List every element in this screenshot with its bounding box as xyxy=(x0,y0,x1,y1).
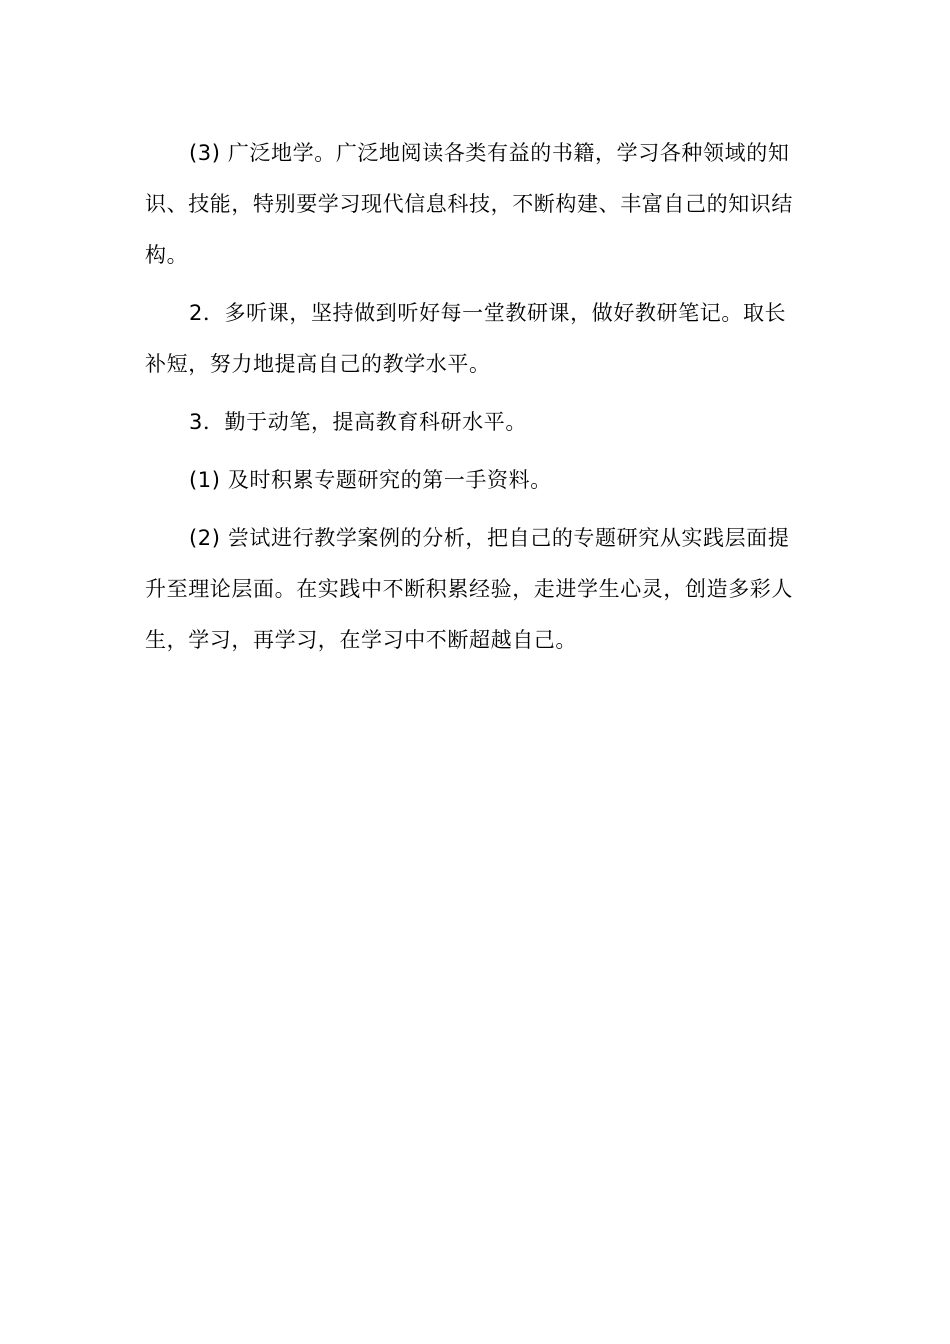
paragraph-broad-learning: (3) 广泛地学。广泛地阅读各类有益的书籍，学习各种领域的知识、技能，特别要学习现代信息科技，不断构建、丰富自己的知识结构。 xyxy=(145,141,793,267)
paragraph-attend-classes: 2．多听课，坚持做到听好每一堂教研课，做好教研笔记。取长补短，努力地提高自己的教学水平。 xyxy=(145,301,787,376)
paragraph-case-analysis: (2) 尝试进行教学案例的分析，把自己的专题研究从实践层面提升至理论层面。在实践中不断积累经验，走进学生心灵，创造多彩人生，学习，再学习，在学习中不断超越自己。 xyxy=(145,526,793,652)
paragraph-accumulate-materials: (1) 及时积累专题研究的第一手资料。 xyxy=(189,468,552,492)
document-body xyxy=(145,128,807,673)
paragraph-diligent-writing: 3．勤于动笔，提高教育科研水平。 xyxy=(189,410,527,434)
